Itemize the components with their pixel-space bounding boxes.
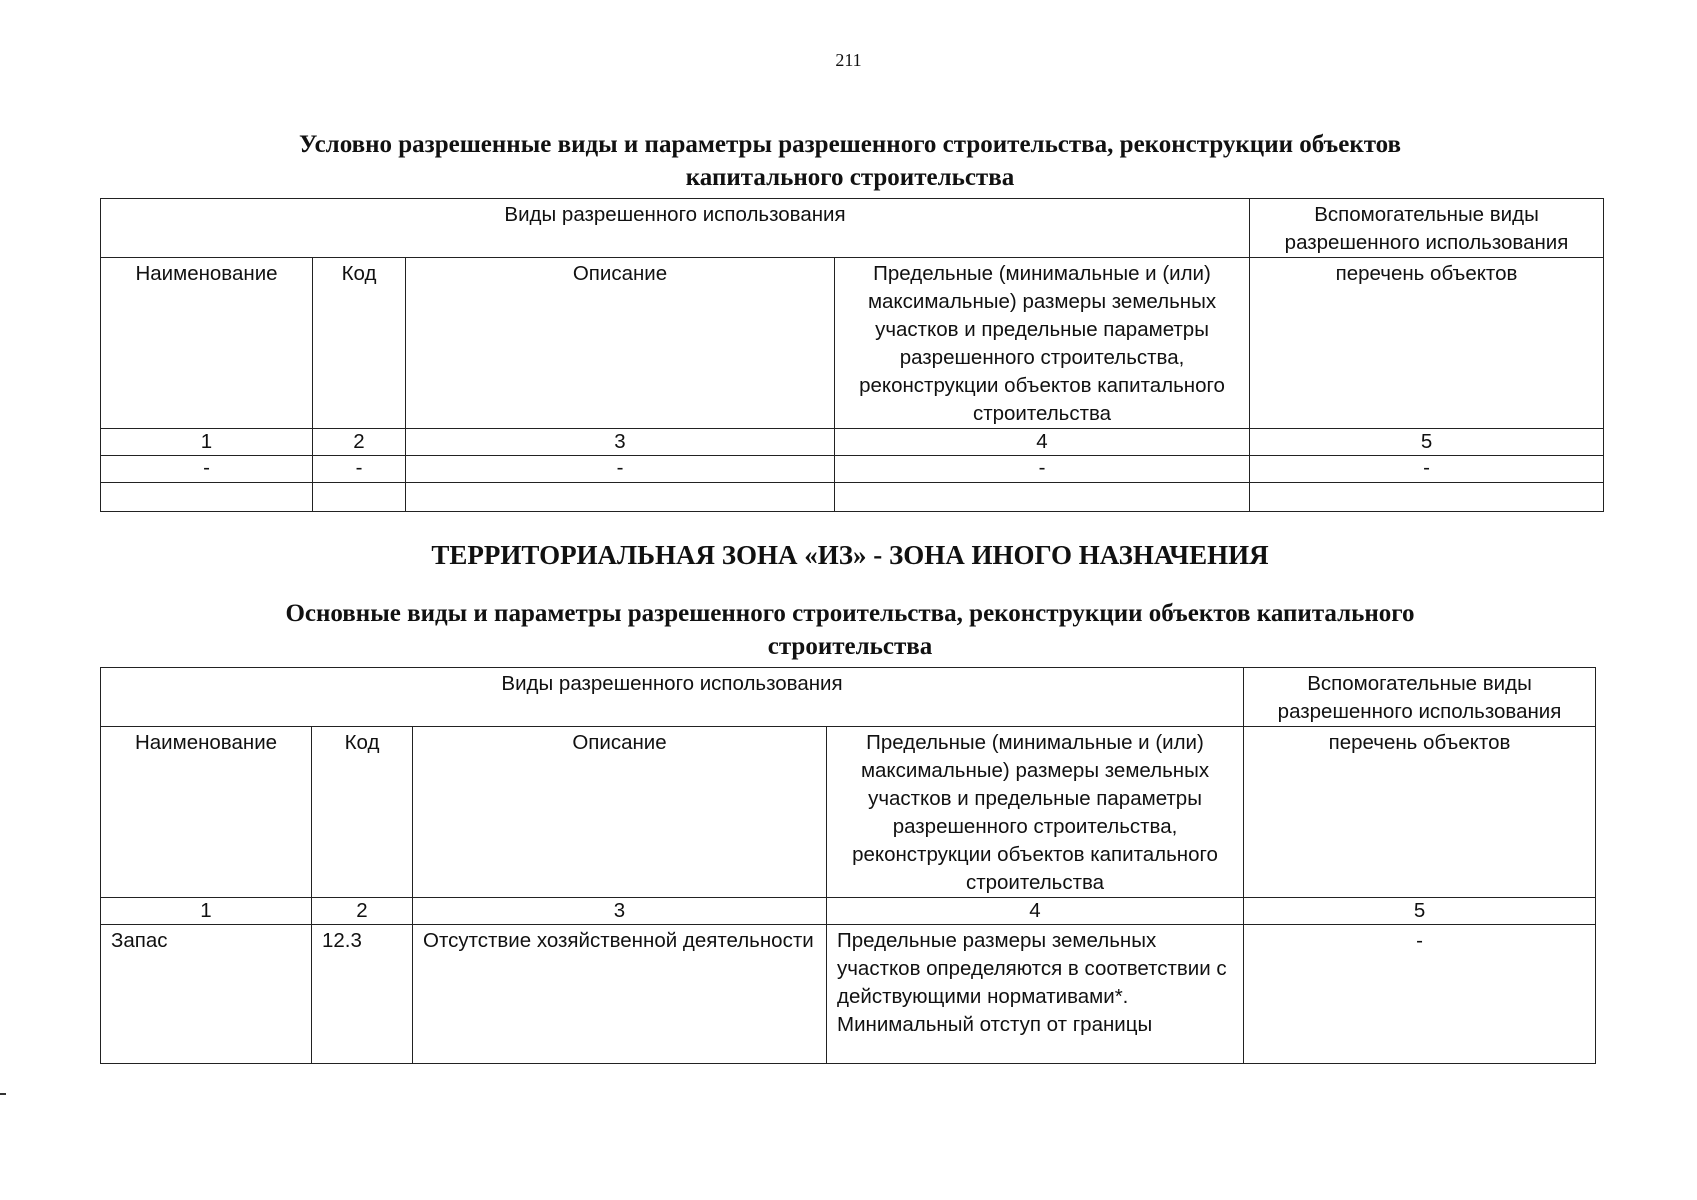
column-number: 3 <box>413 898 827 925</box>
cell-description: - <box>406 456 835 483</box>
header-aux-list: перечень объектов <box>1250 258 1604 429</box>
empty-cell <box>835 483 1250 512</box>
column-number: 5 <box>1250 429 1604 456</box>
cell-name: Запас <box>101 925 312 1064</box>
column-number: 4 <box>827 898 1244 925</box>
column-number: 1 <box>101 429 313 456</box>
section-title-conditional <box>100 128 1600 194</box>
column-number-row <box>101 898 1596 925</box>
header-name: Наименование <box>101 258 313 429</box>
section-title-line: капитального строительства <box>685 164 1015 191</box>
header-group-main: Виды разрешенного использования <box>101 199 1250 258</box>
column-number: 3 <box>406 429 835 456</box>
cell-aux: - <box>1244 925 1596 1064</box>
header-code: Код <box>313 258 406 429</box>
column-number: 4 <box>835 429 1250 456</box>
column-number: 1 <box>101 898 312 925</box>
cell-code: - <box>313 456 406 483</box>
column-number: 2 <box>312 898 413 925</box>
header-aux-list: перечень объектов <box>1244 727 1596 898</box>
cell-name: - <box>101 456 313 483</box>
zone-title: ТЕРРИТОРИАЛЬНАЯ ЗОНА «ИЗ» - ЗОНА ИНОГО НАЗНАЧЕНИЯ <box>431 540 1269 570</box>
margin-mark <box>0 1093 6 1095</box>
cell-description: Отсутствие хозяйственной деятельности <box>413 925 827 1064</box>
conditional-uses-table <box>100 198 1604 512</box>
empty-cell <box>313 483 406 512</box>
header-group-aux: Вспомогательные виды разрешенного использования <box>1244 668 1596 727</box>
empty-cell <box>1250 483 1604 512</box>
empty-row <box>101 483 1604 512</box>
cell-limits: Предельные размеры земельных участков определяются в соответствии с действующими нормативами*. Минимальный отступ от границы <box>827 925 1244 1064</box>
header-limits: Предельные (минимальные и (или) максимальные) размеры земельных участков и предельные параметры разрешенного строительства, реконструкции объектов капитального строительства <box>835 258 1250 429</box>
section-title-main <box>100 597 1600 663</box>
section-title-line: Условно разрешенные виды и параметры разрешенного строительства, реконструкции объектов <box>298 131 1402 158</box>
empty-cell <box>101 483 313 512</box>
cell-limits: - <box>835 456 1250 483</box>
header-limits: Предельные (минимальные и (или) максимальные) размеры земельных участков и предельные параметры разрешенного строительства, реконструкции объектов капитального строительства <box>827 727 1244 898</box>
page-number: 211 <box>835 50 862 70</box>
column-number-row <box>101 429 1604 456</box>
table-row <box>101 456 1604 483</box>
header-group-aux: Вспомогательные виды разрешенного использования <box>1250 199 1604 258</box>
section-title-line: Основные виды и параметры разрешенного строительства, реконструкции объектов капитального <box>285 600 1415 627</box>
cell-code: 12.3 <box>312 925 413 1064</box>
header-name: Наименование <box>101 727 312 898</box>
empty-cell <box>406 483 835 512</box>
header-code: Код <box>312 727 413 898</box>
column-number: 2 <box>313 429 406 456</box>
header-group-main: Виды разрешенного использования <box>101 668 1244 727</box>
section-title-line: строительства <box>767 633 933 660</box>
column-number: 5 <box>1244 898 1596 925</box>
table-row <box>101 925 1596 1064</box>
header-description: Описание <box>413 727 827 898</box>
header-description: Описание <box>406 258 835 429</box>
cell-aux: - <box>1250 456 1604 483</box>
main-uses-table <box>100 667 1596 1064</box>
